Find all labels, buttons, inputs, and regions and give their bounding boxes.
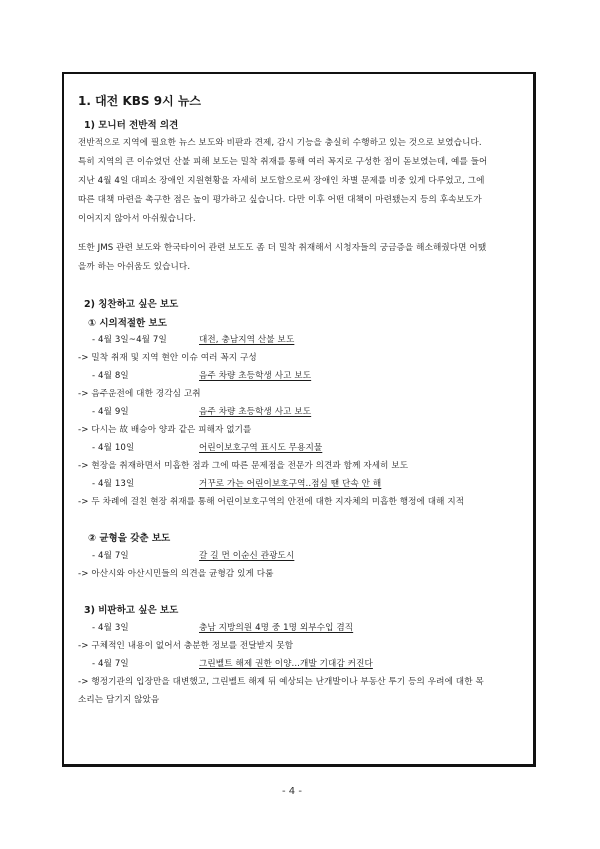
item-date: - 4월 9일 (92, 407, 129, 417)
section1-para1-line2: 특히 지역의 큰 이슈였던 산불 피해 보도는 밀착 취재를 통해 여러 꼭지로 구성한 점이 돋보였는데, 예를 들어 (78, 157, 488, 167)
section1-para2-line1: 또한 JMS 관련 보도와 한국타이어 관련 보도도 좀 더 밀착 취재해서 시청자들의 궁금증을 해소해줬다면 어땠 (78, 243, 487, 253)
item-date: - 4월 3일 (92, 623, 129, 633)
item-title: 음주 차량 초등학생 사고 보도 (199, 407, 312, 417)
page-number: - 4 - (282, 786, 302, 797)
item-note: -> 밀착 취재 및 지역 현안 이슈 여러 꼭지 구성 (78, 353, 257, 363)
item-note-continued: 소리는 담기지 않았음 (78, 695, 160, 705)
item-date: - 4월 8일 (92, 371, 129, 381)
document-title: 1. 대전 KBS 9시 뉴스 (78, 94, 202, 108)
item-title: 충남 지방의원 4명 중 1명 외부수입 겸직 (199, 623, 354, 633)
section2-sub1-heading: ① 시의적절한 보도 (88, 318, 167, 329)
section1-para1-line3: 지난 4월 4일 대피소 장애인 지원현황을 자세히 보도함으로써 장애인 차별 문제를 비중 있게 다루었고, 그에 (78, 176, 485, 186)
item-title: 거꾸로 가는 어린이보호구역..점심 땐 단속 안 해 (199, 479, 382, 489)
item-note: -> 행정기관의 입장만을 대변했고, 그린벨트 해제 뒤 예상되는 난개발이나 부동산 투기 등의 우려에 대한 목 (78, 677, 484, 687)
item-note: -> 음주운전에 대한 경각심 고취 (78, 389, 201, 399)
section3-heading: 3) 비판하고 싶은 보도 (84, 605, 179, 616)
item-note: -> 구체적인 내용이 없어서 충분한 정보를 전달받지 못함 (78, 641, 294, 651)
section2-sub2-heading: ② 균형을 갖춘 보도 (88, 533, 171, 544)
item-note: -> 아산시와 아산시민들의 의견을 균형감 있게 다룸 (78, 569, 274, 579)
section1-para1-line1: 전반적으로 지역에 필요한 뉴스 보도와 비판과 견제, 감시 기능을 충실히 수행하고 있는 것으로 보였습니다. (78, 138, 482, 148)
item-date: - 4월 10일 (92, 443, 135, 453)
item-date: - 4월 7일 (92, 659, 129, 669)
item-note: -> 현장을 취재하면서 미흡한 점과 그에 따른 문제점을 전문가 의견과 함께 자세히 보도 (78, 461, 409, 471)
item-title: 대전, 충남지역 산불 보도 (199, 335, 295, 345)
item-title: 그린벨트 해제 권한 이양...개발 기대감 커진다 (199, 659, 373, 669)
item-title: 음주 차량 초등학생 사고 보도 (199, 371, 312, 381)
item-date: - 4월 3일~4월 7일 (92, 335, 167, 345)
item-date: - 4월 13일 (92, 479, 135, 489)
section1-para1-line5: 이어지지 않아서 아쉬웠습니다. (78, 214, 196, 224)
item-note: -> 다시는 故 배승아 양과 같은 피해자 없기를 (78, 425, 252, 435)
item-title: 어린이보호구역 표시도 무용지물 (199, 443, 323, 453)
item-note: -> 두 차례에 걸친 현장 취재를 통해 어린이보호구역의 안전에 대한 지자체의 미흡한 행정에 대해 지적 (78, 497, 465, 507)
item-title: 갈 길 먼 이순신 관광도시 (199, 551, 295, 561)
item-date: - 4월 7일 (92, 551, 129, 561)
section1-heading: 1) 모니터 전반적 의견 (84, 120, 179, 131)
section2-heading: 2) 칭찬하고 싶은 보도 (84, 299, 179, 310)
section1-para1-line4: 따른 대책 마련을 촉구한 점은 높이 평가하고 싶습니다. 다만 이후 어떤 대책이 마련됐는지 등의 후속보도가 (78, 195, 482, 205)
section1-para2-line2: 을까 하는 아쉬움도 있습니다. (78, 262, 191, 272)
